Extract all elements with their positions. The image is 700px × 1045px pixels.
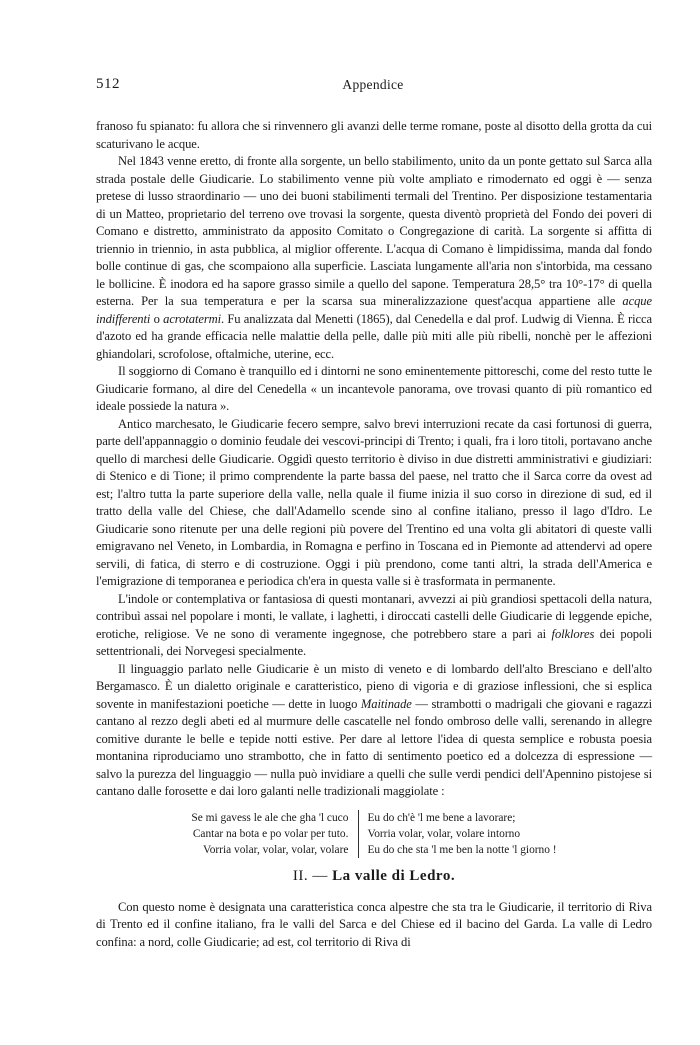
poem-right-column — [358, 810, 564, 858]
italic-term: acrotatermi — [163, 311, 222, 326]
page-number: 512 — [96, 76, 120, 92]
poem-line: Vorria volar, volar, volar, volare — [202, 843, 349, 856]
italic-term: acque indifferenti — [96, 294, 652, 326]
poem-line: Cantar na bota e po volar per tuto. — [192, 827, 349, 840]
paragraph-text: Il linguaggio parlato nelle Giudicarie è un misto di veneto e di lombardo dell'alto Bresciano e dell'alto Bergamasco. È un dialetto originale e caratteristico, pieno di vigoria e di graziose inflessioni, che si esplica sovente in manifestazioni poetiche — dette in luogo — [96, 661, 652, 711]
italic-term: folklores — [551, 626, 595, 641]
strambotto-poem — [96, 810, 652, 858]
paragraph-text: Nel 1843 venne eretto, di fronte alla sorgente, un bello stabilimento, unito da un ponte gettato sul Sarca alla strada postale delle Giudicarie. Lo stabilimento venne più volte ampliato e rimodernato ed oggi è — senza pretese di lusso straordinario — uno dei buoni stabilimenti termali del Trentino. Per disposizione testamentaria di un Matteo, proprietario del terreno ove trovasi la sorgente, questa diventò proprietà del Fondo dei poveri di Comano e distretto, amministrato da apposito Comitato o Congregazione di carità. La sorgente si affitta di triennio in triennio, in asta pubblica, al miglior offerente. L'acqua di Comano è limpidissima, manda dal fondo bolle continue di gas, che scompaiono alla superficie. Lasciata lungamente all'aria non s'intorbida, ma cessano le bollicine. È inodora ed ha sapore grasso simile a quello del sapone. Temperatura 28,5° tra 10°-17° di quella esterna. Per la sua temperatura e per la scarsa sua mineralizzazione quest'acqua appartiene alle — [96, 154, 652, 308]
running-head: Appendice — [342, 77, 404, 92]
italic-term: Maitinade — [360, 696, 412, 711]
section-title: La valle di Ledro. — [332, 867, 456, 884]
poem-line: Se mi gavess le ale che gha 'l cuco — [191, 811, 349, 824]
paragraph-text: L'indole or contemplativa or fantasiosa di questi montanari, avvezzi ai più grandiosi spettacoli della natura, contribuì assai nel popolare i monti, le vallate, i laghetti, i diroccati castelli delle Giudicarie di leggende epiche, erotiche, religiose. Ve ne sono di veramente ingegnose, che potrebbero stare a pari ai — [96, 591, 652, 641]
paragraph-text: o — [150, 311, 164, 326]
section-heading — [96, 868, 652, 885]
poem-line: Eu do che sta 'l me ben la notte 'l giorno ! — [367, 843, 557, 856]
paragraph-text: — strambotti o madrigali che giovani e ragazzi cantano al rezzo degli abeti ed al murmure delle cascatelle nel fondo ombroso delle valli, serenando in allegre comitive durante le belle e tepide notti estive. Per dare al lettore l'idea di questa semplice e robusta poesia montanina riproduciamo uno strambotto, che in fatto di sentimento poetico ed a dolcezza di espressione — salvo la purezza del linguaggio — nulla può invidiare a quelli che sulle verdi pendici dell'Apennino pistojese si cantano dalle forosette e dai loro galanti nelle tradizionali maggiolate : — [96, 696, 652, 798]
poem-line: Vorria volar, volar, volare intorno — [367, 827, 521, 840]
page-body — [96, 118, 652, 951]
poem-left-column — [183, 810, 358, 858]
paragraph-text: . Fu analizzata dal Menetti (1865), dal Cenedella e dal prof. Ludwig di Vienna. È ricca d'azoto ed ha grande efficacia nelle malattie della pelle, dalle più miti alle più ribelli, nonchè per le affezioni ghiandolari, scrofolose, oftalmiche, uterine, ecc. — [96, 311, 652, 361]
paragraph-continuation: franoso fu spianato: fu allora che si rinvennero gli avanzi delle terme romane, poste al disotto della grotta da cui scaturivano le acque. — [96, 119, 652, 151]
paragraph-stabilimento — [96, 153, 652, 363]
paragraph-ledro: Con questo nome è designata una caratteristica conca alpestre che sta tra le Giudicarie, il territorio di Riva di Trento ed il confine italiano, fra le valli del Sarca e del Chiese ed il bacino del Garda. La valle di Ledro confina: a nord, colle Giudicarie; ad est, col territorio di Riva di — [96, 899, 652, 949]
paragraph-text: dei popoli settentrionali, dei Norvegesi specialmente. — [96, 626, 652, 658]
paragraph-indole — [96, 591, 652, 661]
section-number: II. — — [292, 867, 328, 884]
paragraph-soggiorno: Il soggiorno di Comano è tranquillo ed i dintorni ne sono eminentemente pittoreschi, come del resto tutte le Giudicarie formano, al dire del Cenedella « un incantevole panorama, ove trovasi quanto di più romantico ed ideale possiede la natura ». — [96, 364, 652, 413]
poem-line: Eu do ch'è 'l me bene a lavorare; — [367, 811, 516, 824]
paragraph-linguaggio — [96, 661, 652, 801]
page-header — [96, 76, 650, 96]
paragraph-marchesato: Antico marchesato, le Giudicarie fecero sempre, salvo brevi interruzioni recate da casi fortunosi di guerra, parte dell'appannaggio o dominio feudale dei vescovi-principi di Trento; i quali, fra i loro titoli, portavano anche quello di marchesi delle Giudicarie. Oggidì questo territorio è diviso in due distretti amministrativi e giudiziari: di Stenico e di Tione; il primo comprendente la parte bassa del paese, nel tratto che il Sarca corre da ovest ad est; l'altro tutta la parte superiore della valle, nella quale il fiume inizia il suo corso in direzione di sud, ed il tratto della valle del Chiese, che dall'Adamello scende sino al confine italiano, presso il lago d'Idro. Le Giudicarie sono ritenute per una delle regioni più povere del Trentino ed una volta gli abitatori di queste valli emigravano nel Veneto, in Lombardia, in Romagna e perfino in Toscana ed in Piemonte ad attendervi ad opere servili, di fatica, di sterro e di costruzione. Oggi i più prendono, come tanti altri, la strada dell'America e l'emigrazione di temporanea e periodica ch'era in questa valle si è trasformata in permanente. — [96, 416, 652, 588]
